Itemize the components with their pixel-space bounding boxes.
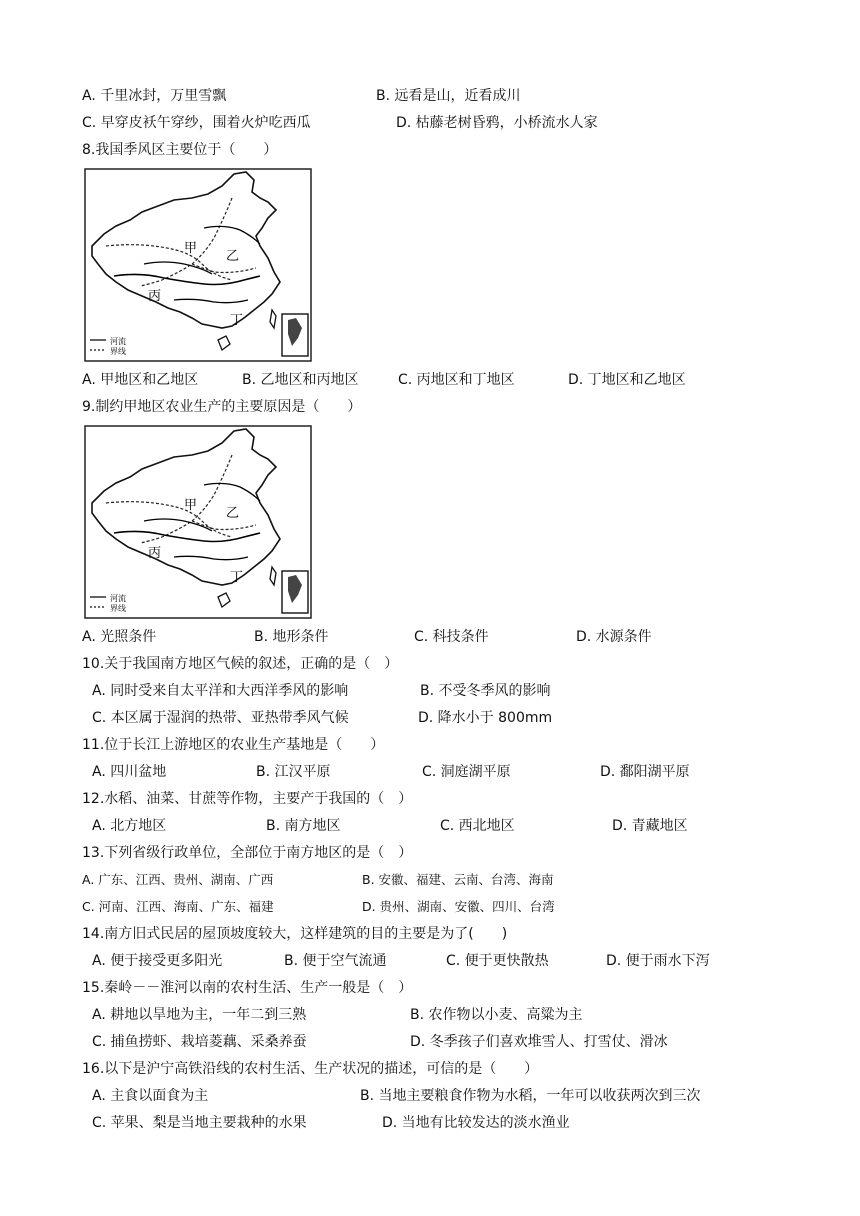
q13-option-c: C. 河南、江西、海南、广东、福建 [82,899,274,914]
label-yi: 乙 [226,249,240,264]
q11-stem: 11.位于长江上游地区的农业生产基地是（ ） [82,737,385,753]
q8-option-c: C. 丙地区和丁地区 [398,372,515,388]
label-ding-2: 丁 [230,570,244,585]
q14-option-b: B. 便于空气流通 [284,953,387,969]
q15-option-a: A. 耕地以旱地为主，一年二到三熟 [92,1007,307,1023]
q16-option-d: D. 当地有比较发达的淡水渔业 [382,1115,570,1131]
legend-river-2: 河流 [110,594,126,603]
q10-option-b: B. 不受冬季风的影响 [420,683,551,699]
q10-option-d: D. 降水小于 800mm [418,710,553,726]
china-map-q9 [84,425,312,619]
legend-boundary-2: 界线 [110,604,126,613]
q11-option-d: D. 鄱阳湖平原 [600,764,690,780]
q12-option-d: D. 青藏地区 [612,818,688,834]
china-map-svg-2 [84,425,312,619]
q16-option-a: A. 主食以面食为主 [92,1088,209,1104]
q11-option-a: A. 四川盆地 [92,764,167,780]
q16-stem: 16.以下是沪宁高铁沿线的农村生活、生产状况的描述，可信的是（ ） [82,1061,539,1077]
q13-option-b: B. 安徽、福建、云南、台湾、海南 [362,872,554,887]
label-jia: 甲 [184,241,198,256]
q9-stem: 9.制约甲地区农业生产的主要原因是（ ） [82,399,362,415]
q9-option-c: C. 科技条件 [414,629,489,645]
q8-option-b: B. 乙地区和丙地区 [242,372,359,388]
q7-option-d: D. 枯藤老树昏鸦，小桥流水人家 [396,115,598,131]
q8-stem: 8.我国季风区主要位于（ ） [82,142,278,158]
q12-option-a: A. 北方地区 [92,818,167,834]
q14-option-c: C. 便于更快散热 [446,953,549,969]
q9-option-a: A. 光照条件 [82,629,157,645]
q8-option-a: A. 甲地区和乙地区 [82,372,199,388]
q15-option-d: D. 冬季孩子们喜欢堆雪人、打雪仗、滑冰 [410,1034,668,1050]
q14-option-d: D. 便于雨水下泻 [606,953,710,969]
legend-boundary: 界线 [110,347,126,356]
label-jia-2: 甲 [184,498,198,513]
q10-stem: 10.关于我国南方地区气候的叙述，正确的是（ ） [82,656,399,672]
q9-option-b: B. 地形条件 [254,629,329,645]
q13-option-a: A. 广东、江西、贵州、湖南、广西 [82,872,274,887]
q15-stem: 15.秦岭－－淮河以南的农村生活、生产一般是（ ） [82,980,413,996]
china-map-q8 [84,168,312,362]
label-yi-2: 乙 [226,506,240,521]
label-bing: 丙 [148,289,162,304]
q9-option-d: D. 水源条件 [576,629,652,645]
q7-option-a: A. 千里冰封，万里雪飘 [82,88,227,104]
label-bing-2: 丙 [148,546,162,561]
q11-option-c: C. 洞庭湖平原 [422,764,511,780]
q7-option-c: C. 早穿皮袄午穿纱，围着火炉吃西瓜 [82,115,311,131]
q13-stem: 13.下列省级行政单位，全部位于南方地区的是（ ） [82,845,413,861]
legend-river: 河流 [110,337,126,346]
q11-option-b: B. 江汉平原 [256,764,331,780]
q10-option-a: A. 同时受来自太平洋和大西洋季风的影响 [92,683,349,699]
q12-option-c: C. 西北地区 [440,818,515,834]
q8-option-d: D. 丁地区和乙地区 [568,372,686,388]
q16-option-b: B. 当地主要粮食作物为水稻，一年可以收获两次到三次 [360,1088,701,1104]
q12-stem: 12.水稻、油菜、甘蔗等作物，主要产于我国的（ ） [82,791,413,807]
q15-option-c: C. 捕鱼捞虾、栽培菱藕、采桑养蚕 [92,1034,307,1050]
q14-option-a: A. 便于接受更多阳光 [92,953,223,969]
q16-option-c: C. 苹果、梨是当地主要栽种的水果 [92,1115,307,1131]
q12-option-b: B. 南方地区 [266,818,341,834]
q10-option-c: C. 本区属于湿润的热带、亚热带季风气候 [92,710,349,726]
q7-option-b: B. 远看是山，近看成川 [376,88,521,104]
q14-stem: 14.南方旧式民居的屋顶坡度较大，这样建筑的目的主要是为了( ) [82,926,508,942]
label-ding: 丁 [230,313,244,328]
q13-option-d: D. 贵州、湖南、安徽、四川、台湾 [362,899,555,914]
q15-option-b: B. 农作物以小麦、高粱为主 [410,1007,583,1023]
china-map-svg [84,168,312,362]
